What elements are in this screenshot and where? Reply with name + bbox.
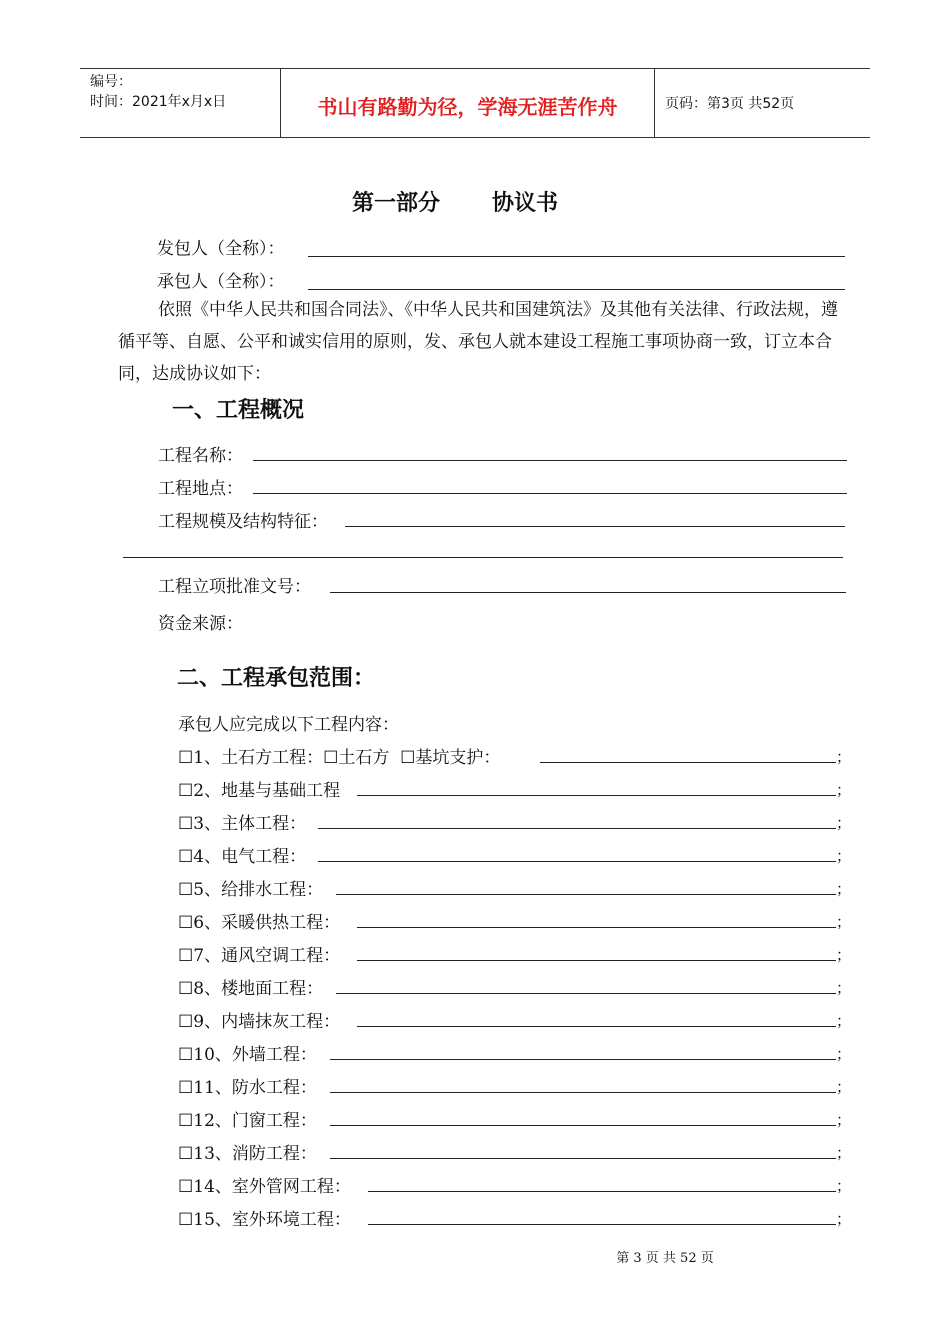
scope-fill-line[interactable]	[540, 762, 836, 763]
scope-item	[178, 1139, 317, 1164]
title-name: 协议书	[492, 191, 559, 216]
scope-option-label: 土石方	[338, 748, 390, 768]
scope-fill-line[interactable]	[318, 861, 836, 862]
approval-number-line[interactable]	[330, 592, 846, 593]
scope-semicolon: ；	[836, 847, 852, 865]
scope-item-label: 15、室外环境工程：	[193, 1210, 351, 1230]
checkbox-icon[interactable]: ☐	[178, 814, 194, 834]
project-scale-line[interactable]	[345, 526, 845, 527]
scope-item-label: 5、给排水工程：	[193, 880, 324, 900]
scope-semicolon: ；	[836, 1144, 852, 1162]
scope-fill-line[interactable]	[357, 927, 836, 928]
scope-item	[178, 1172, 351, 1197]
scope-item	[178, 941, 340, 966]
scope-fill-line[interactable]	[357, 1026, 836, 1027]
checkbox-icon[interactable]: ☐	[178, 1210, 194, 1230]
scope-fill-line[interactable]	[318, 828, 836, 829]
checkbox-icon[interactable]: ☐	[178, 946, 194, 966]
scope-fill-line[interactable]	[368, 1224, 836, 1225]
funding-source-label: 资金来源：	[158, 614, 243, 634]
project-name-label: 工程名称：	[158, 446, 243, 466]
scope-item-label: 9、内墙抹灰工程：	[193, 1012, 341, 1032]
scope-semicolon: ；	[836, 979, 852, 997]
time-label: 时间：2021年x月x日	[90, 94, 227, 110]
scope-item-label: 12、门窗工程：	[193, 1111, 317, 1131]
contractor-label: 承包人（全称）：	[157, 272, 285, 292]
motto: 书山有路勤为径，学海无涯苦作舟	[317, 95, 618, 119]
scope-fill-line[interactable]	[330, 1158, 836, 1159]
scope-item-label: 14、室外管网工程：	[193, 1177, 351, 1197]
scope-fill-line[interactable]	[330, 1059, 836, 1060]
scope-item	[178, 974, 323, 999]
scope-semicolon: ；	[836, 1177, 852, 1195]
header-motto-cell	[281, 69, 655, 137]
contractor-fill-line[interactable]	[308, 289, 845, 290]
employer-fill-line[interactable]	[308, 256, 845, 257]
checkbox-icon[interactable]: ☐	[323, 748, 339, 768]
project-location-line[interactable]	[253, 493, 847, 494]
section1-heading: 一、工程概况	[172, 398, 305, 423]
header-page-cell	[655, 69, 870, 137]
serial-label: 编号：	[90, 74, 132, 90]
project-scale-continuation-line[interactable]	[123, 557, 843, 558]
scope-item	[178, 776, 340, 801]
scope-item	[178, 1007, 340, 1032]
project-name-line[interactable]	[253, 460, 847, 461]
approval-number-label: 工程立项批准文号：	[158, 577, 311, 597]
page-footer: 第 3 页 共 52 页	[616, 1251, 714, 1266]
title-part: 第一部分	[351, 191, 440, 216]
scope-item	[178, 1073, 317, 1098]
scope-semicolon: ；	[836, 1111, 852, 1129]
scope-semicolon: ；	[836, 1078, 852, 1096]
scope-fill-line[interactable]	[336, 894, 836, 895]
scope-fill-line[interactable]	[368, 1191, 836, 1192]
page-header	[80, 68, 870, 138]
checkbox-icon[interactable]: ☐	[178, 1177, 194, 1197]
scope-semicolon: ；	[836, 946, 852, 964]
scope-item-label: 4、电气工程：	[193, 847, 307, 867]
scope-semicolon: ；	[836, 781, 852, 799]
checkbox-icon[interactable]: ☐	[400, 748, 416, 768]
scope-semicolon: ；	[836, 748, 852, 766]
checkbox-icon[interactable]: ☐	[178, 781, 194, 801]
scope-semicolon: ；	[836, 913, 852, 931]
scope-fill-line[interactable]	[330, 1125, 836, 1126]
checkbox-icon[interactable]: ☐	[178, 913, 194, 933]
scope-option-label: 基坑支护：	[415, 748, 501, 768]
scope-item	[178, 1205, 351, 1230]
scope-semicolon: ；	[836, 1012, 852, 1030]
scope-item-label: 2、地基与基础工程	[193, 781, 341, 801]
checkbox-icon[interactable]: ☐	[178, 1012, 194, 1032]
checkbox-icon[interactable]: ☐	[178, 847, 194, 867]
scope-fill-line[interactable]	[336, 993, 836, 994]
checkbox-icon[interactable]: ☐	[178, 880, 194, 900]
project-location-label: 工程地点：	[158, 479, 243, 499]
checkbox-icon[interactable]: ☐	[178, 748, 194, 768]
checkbox-icon[interactable]: ☐	[178, 1078, 194, 1098]
scope-item	[178, 743, 500, 768]
scope-item-label: 6、采暖供热工程：	[193, 913, 341, 933]
scope-fill-line[interactable]	[330, 1092, 836, 1093]
intro-paragraph: 依照《中华人民共和国合同法》、《中华人民共和国建筑法》及其他有关法律、行政法规，遵循平等、自愿、公平和诚实信用的原则，发、承包人就本建设工程施工事项协商一致，订立本合同，达成协议如下：	[118, 300, 838, 384]
header-meta-cell	[80, 69, 281, 137]
page-info: 页码：第3页 共52页	[665, 96, 795, 112]
scope-item-label: 11、防水工程：	[193, 1078, 317, 1098]
scope-item	[178, 809, 306, 834]
scope-item-label: 7、通风空调工程：	[193, 946, 341, 966]
scope-item-label: 10、外墙工程：	[193, 1045, 317, 1065]
scope-item	[178, 1040, 317, 1065]
scope-semicolon: ；	[836, 1045, 852, 1063]
checkbox-icon[interactable]: ☐	[178, 1045, 194, 1065]
scope-item-label: 13、消防工程：	[193, 1144, 317, 1164]
scope-item	[178, 842, 306, 867]
employer-label: 发包人（全称）：	[157, 239, 285, 259]
scope-item	[178, 1106, 317, 1131]
scope-semicolon: ；	[836, 880, 852, 898]
scope-fill-line[interactable]	[357, 960, 836, 961]
scope-item-label: 3、主体工程：	[193, 814, 307, 834]
scope-item	[178, 875, 323, 900]
scope-item-label: 1、土石方工程：	[193, 748, 324, 768]
scope-intro: 承包人应完成以下工程内容：	[178, 715, 399, 735]
scope-semicolon: ；	[836, 814, 852, 832]
document-title	[0, 186, 910, 217]
section2-heading: 二、工程承包范围：	[177, 666, 376, 691]
checkbox-icon[interactable]: ☐	[178, 979, 194, 999]
checkbox-icon[interactable]: ☐	[178, 1144, 194, 1164]
project-scale-label: 工程规模及结构特征：	[158, 512, 328, 532]
scope-semicolon: ；	[836, 1210, 852, 1228]
checkbox-icon[interactable]: ☐	[178, 1111, 194, 1131]
scope-fill-line[interactable]	[357, 795, 836, 796]
scope-item	[178, 908, 340, 933]
scope-item-label: 8、楼地面工程：	[193, 979, 324, 999]
